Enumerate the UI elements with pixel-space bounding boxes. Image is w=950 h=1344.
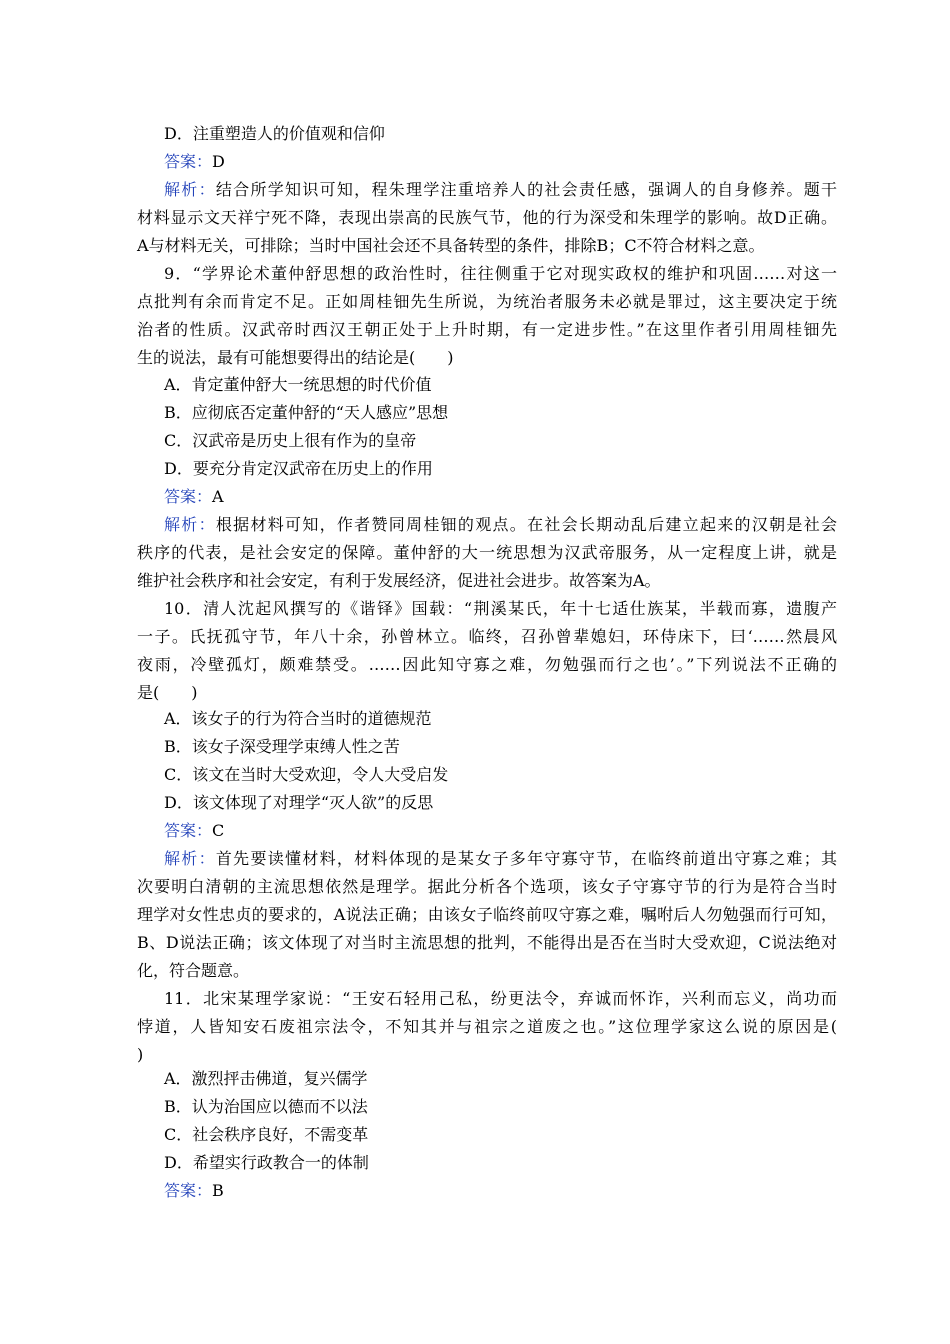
option-d: D．注重塑造人的价值观和信仰: [164, 124, 385, 143]
analysis-label: 解析：: [164, 515, 216, 534]
analysis-text: 根据材料可知，作者赞同周桂钿的观点。在社会长期动乱后建立起来的汉朝是社会: [215, 515, 837, 534]
analysis-line: 秩序的代表，是社会安定的保障。董仲舒的大一统思想为汉武帝服务，从一定程度上讲，就是: [137, 543, 837, 562]
option-c: C．社会秩序良好，不需变革: [164, 1125, 369, 1144]
question-stem: 是( ): [137, 683, 198, 702]
analysis-line: 化，符合题意。: [137, 961, 250, 980]
option-a: A．肯定董仲舒大一统思想的时代价值: [164, 375, 432, 394]
option-b: B．认为治国应以德而不以法: [164, 1097, 368, 1116]
analysis-line: [164, 511, 837, 539]
analysis-line: A与材料无关，可排除；当时中国社会还不具备转型的条件，排除B；C不符合材料之意。: [137, 236, 765, 255]
option-c: C．该文在当时大受欢迎，令人大受启发: [164, 765, 449, 784]
question-stem: ): [137, 1045, 144, 1064]
analysis-line: 理学对女性忠贞的要求的，A说法正确；由该女子临终前叹守寡之难，嘱咐后人勿勉强而行可知，: [137, 905, 837, 924]
question-stem: 悖道，人皆知安石废祖宗法令，不知其并与祖宗之道废之也。”这位理学家这么说的原因是(: [137, 1017, 837, 1036]
question-stem: 点批判有余而肯定不足。正如周桂钿先生所说，为统治者服务未必就是罪过，这主要决定于统: [137, 292, 837, 311]
answer-line: [164, 483, 224, 511]
analysis-line: 次要明白清朝的主流思想依然是理学。据此分析各个选项，该女子守寡守节的行为是符合当时: [137, 877, 837, 896]
option-d: D．要充分肯定汉武帝在历史上的作用: [164, 459, 433, 478]
answer-line: [164, 148, 225, 176]
option-a: A．激烈抨击佛道，复兴儒学: [164, 1069, 368, 1088]
answer-label: 答案：: [164, 152, 213, 171]
answer-value: B: [212, 1181, 224, 1200]
answer-label: 答案：: [164, 1181, 213, 1200]
answer-line: [164, 817, 224, 845]
option-b: B．应彻底否定董仲舒的“天人感应”思想: [164, 403, 449, 422]
question-stem: 11．北宋某理学家说：“王安石轻用己私，纷更法令，弃诚而怀诈，兴利而忘义，尚功而: [164, 989, 837, 1008]
option-b: B．该女子深受理学束缚人性之苦: [164, 737, 400, 756]
analysis-text: 首先要读懂材料，材料体现的是某女子多年守寡守节，在临终前道出守寡之难；其: [215, 849, 837, 868]
answer-value: C: [212, 821, 225, 840]
answer-value: A: [212, 487, 224, 506]
answer-label: 答案：: [164, 487, 213, 506]
analysis-label: 解析：: [164, 180, 216, 199]
option-c: C．汉武帝是历史上很有作为的皇帝: [164, 431, 417, 450]
analysis-label: 解析：: [164, 849, 216, 868]
question-stem: 10．清人沈起风撰写的《谐铎》国载：“荆溪某氏，年十七适仕族某，半载而寡，遗腹产: [164, 599, 837, 618]
answer-value: D: [212, 152, 225, 171]
question-stem: 夜雨，冷壁孤灯，颇难禁受。……因此知守寡之难，勿勉强而行之也’。”下列说法不正确的: [137, 655, 837, 674]
analysis-line: [164, 176, 837, 204]
question-stem: 9．“学界论术董仲舒思想的政治性时，往往侧重于它对现实政权的维护和巩固……对这一: [164, 264, 837, 283]
answer-label: 答案：: [164, 821, 213, 840]
question-stem: 生的说法，最有可能想要得出的结论是( ): [137, 348, 454, 367]
option-a: A．该女子的行为符合当时的道德规范: [164, 709, 432, 728]
question-stem: 治者的性质。汉武帝时西汉王朝正处于上升时期，有一定进步性。”在这里作者引用周桂钿先: [137, 320, 837, 339]
option-d: D．该文体现了对理学“灭人欲”的反思: [164, 793, 434, 812]
analysis-line: [164, 845, 837, 873]
option-d: D．希望实行政教合一的体制: [164, 1153, 369, 1172]
question-stem: 一子。氏抚孤守节，年八十余，孙曾林立。临终，召孙曾辈媳妇，环侍床下，曰‘……然晨风: [137, 627, 837, 646]
analysis-line: 材料显示文天祥宁死不降，表现出崇高的民族气节，他的行为深受和朱理学的影响。故D正确。: [137, 208, 837, 227]
analysis-text: 结合所学知识可知，程朱理学注重培养人的社会责任感，强调人的自身修养。题干: [215, 180, 837, 199]
analysis-line: B、D说法正确；该文体现了对当时主流思想的批判，不能得出是否在当时大受欢迎，C说法绝对: [137, 933, 837, 952]
analysis-line: 维护社会秩序和社会安定，有利于发展经济，促进社会进步。故答案为A。: [137, 571, 661, 590]
answer-line: [164, 1177, 224, 1205]
